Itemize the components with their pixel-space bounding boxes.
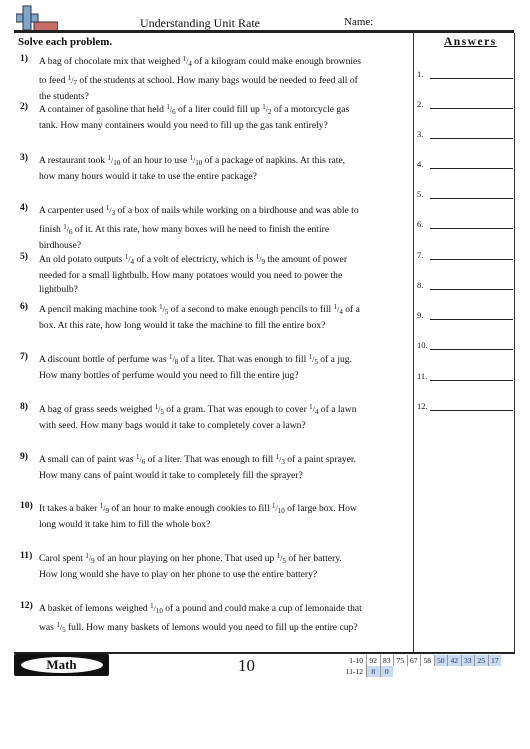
answer-line-8[interactable] [417, 278, 513, 292]
question-text-segment: A bag of grass seeds weighed [39, 404, 155, 415]
fraction-denominator: 10 [195, 159, 203, 167]
fraction-denominator: 4 [130, 258, 135, 266]
question-number: 11) [20, 550, 33, 561]
answer-line-9[interactable] [417, 308, 513, 322]
question-text-segment: of the students at school. How many bags would be needed to feed all of the students? [39, 75, 358, 103]
fraction: $^1/_9$ [255, 253, 265, 266]
question-number: 8) [20, 401, 28, 412]
answer-blank[interactable] [430, 380, 513, 381]
instructions: Solve each problem. [18, 36, 113, 48]
fraction-denominator: 10 [155, 607, 163, 615]
answer-number: 2. [417, 99, 424, 109]
question-text [39, 499, 362, 532]
score-row-label: 1-10 [349, 656, 363, 665]
answer-line-7[interactable] [417, 248, 513, 262]
fraction: $^1/_{10}$ [272, 502, 285, 515]
answer-line-6[interactable] [417, 217, 513, 231]
fraction: $^1/_3$ [275, 453, 285, 466]
fraction-denominator: 10 [277, 507, 285, 515]
score-cell: 58 [420, 655, 434, 666]
fraction-numerator: 1 [255, 253, 260, 261]
fraction: $^1/_8$ [169, 353, 179, 366]
question-text-segment: of a gram. That was enough to cover [163, 404, 310, 415]
fraction-numerator: 1 [150, 602, 154, 610]
answer-line-10[interactable] [417, 338, 513, 352]
question-text-segment: of a lawn with seed. How many bags would it take to completely cover a lawn? [39, 404, 357, 432]
fraction-denominator: 6 [172, 108, 176, 116]
fraction-denominator: 4 [314, 408, 319, 416]
problem-count: 10 [238, 656, 255, 675]
answer-number: 1. [417, 69, 424, 79]
score-cell: 42 [447, 655, 461, 666]
score-cell: 83 [380, 655, 394, 666]
question-text-segment: of a box. At this rate, how long would it take the machine to fill the entire box? [39, 304, 360, 332]
fraction: $^1/_{10}$ [189, 154, 203, 167]
answer-blank[interactable] [430, 349, 513, 350]
question-text-segment: of a motorcycle gas tank. How many containers would you need to fill up the gas tank entirely? [39, 104, 350, 132]
answer-number: 3. [417, 129, 424, 139]
answer-column-right-edge [514, 33, 515, 654]
fraction: $^1/_{10}$ [150, 602, 163, 615]
question-text-segment: of a liter could fill up [175, 104, 263, 115]
question-number: 10) [20, 500, 33, 511]
question-text-segment: of a volt of electricty, which is [134, 254, 256, 265]
score-cell: 25 [474, 655, 488, 666]
answer-blank[interactable] [430, 319, 513, 320]
question-number: 9) [20, 451, 28, 462]
question-text-segment: A discount bottle of perfume was [39, 354, 170, 365]
fraction: $^1/_5$ [276, 552, 286, 565]
answers-heading: Answers [444, 36, 497, 48]
subject-label: Math [46, 657, 77, 672]
fraction-numerator: 1 [262, 103, 266, 111]
question-text-segment: of a box of nails while working on a birdhouse and was able to finish [39, 205, 359, 236]
answer-blank[interactable] [430, 228, 513, 229]
question-text [39, 151, 362, 184]
fraction-numerator: 1 [56, 621, 60, 630]
fraction: $^1/_6$ [63, 223, 73, 237]
question-text [39, 300, 362, 333]
question-text-segment: of a liter. That was enough to fill [145, 454, 276, 465]
name-label: Name: [344, 16, 374, 28]
question-text-segment: A bag of chocolate mix that weighed [39, 56, 183, 67]
top-divider [14, 30, 514, 33]
answer-column-divider [413, 33, 414, 654]
fraction-numerator: 1 [63, 223, 67, 232]
score-row [342, 655, 501, 666]
question-text-segment: of an hour playing on her phone. That used up [94, 553, 277, 564]
fraction-numerator: 1 [154, 403, 159, 411]
question-text-segment: A carpenter used [39, 205, 106, 216]
question-text-segment: of a pound and could make a cup of lemonaide that was [39, 603, 362, 634]
question-text-segment: of a second to make enough pencils to fill [168, 304, 334, 315]
fraction-denominator: 9 [105, 507, 109, 515]
fraction-denominator: 6 [141, 458, 146, 466]
question-text-segment: of a kilogram could make enough brownies to feed [39, 56, 362, 87]
question-number: 1) [20, 53, 28, 64]
fraction: $^1/_9$ [99, 502, 109, 515]
question-number: 3) [20, 152, 28, 163]
question-text-segment: An old potato outputs [39, 254, 125, 265]
question-text-segment: of a package of napkins. At this rate, how many hours would it take to use the entire package? [39, 155, 346, 183]
fraction-numerator: 1 [189, 154, 193, 162]
question-number: 4) [20, 202, 28, 213]
worksheet-logo [16, 4, 58, 32]
fraction-numerator: 1 [159, 303, 163, 311]
question-text-segment: A container of gasoline that held [39, 104, 167, 115]
fraction: $^1/_5$ [56, 621, 66, 635]
fraction: $^1/_4$ [309, 403, 319, 416]
fraction-numerator: 1 [105, 204, 110, 212]
question-text-segment: of it. At this rate, how many boxes will he need to finish the entire birdhouse? [39, 224, 330, 252]
question-text-segment: of a liter. That was enough to fill [178, 354, 309, 365]
fraction-numerator: 1 [67, 74, 72, 83]
fraction: $^1/_6$ [135, 453, 146, 466]
answer-number: 6. [417, 219, 424, 229]
subject-badge [14, 654, 109, 676]
answer-number: 4. [417, 159, 424, 169]
fraction: $^1/_9$ [85, 552, 95, 565]
answer-line-1[interactable] [417, 67, 513, 81]
question-text [39, 52, 362, 105]
answer-line-11[interactable] [417, 369, 513, 383]
question-text-segment: the amount of power needed for a small lightbulb. How many potatoes would you need to power the lightbulb? [39, 254, 348, 296]
answer-number: 7. [417, 250, 424, 260]
fraction-numerator: 1 [169, 353, 173, 361]
fraction-numerator: 1 [308, 353, 313, 361]
fraction-numerator: 1 [85, 552, 89, 560]
fraction-denominator: 4 [339, 308, 343, 316]
question-number: 2) [20, 101, 28, 112]
score-cell: 8 [366, 666, 380, 677]
fraction-denominator: 4 [188, 60, 192, 68]
fraction-numerator: 1 [135, 453, 140, 461]
fraction-denominator: 5 [164, 308, 169, 316]
fraction-numerator: 1 [333, 303, 338, 311]
question-text-segment: of a paint sprayer. How many cans of paint would it take to completely fill the sprayer? [39, 454, 356, 482]
question-text-segment: Carol spent [39, 553, 86, 564]
fraction-numerator: 1 [275, 453, 280, 461]
question-text-segment: It takes a baker [39, 503, 100, 514]
fraction-denominator: 8 [174, 358, 179, 366]
answer-number: 12. [417, 401, 428, 411]
question-text-segment: of her battery. How long would she have to play on her phone to use the entire battery? [39, 553, 342, 581]
fraction-denominator: 10 [113, 159, 121, 167]
fraction: $^1/_5$ [154, 403, 164, 416]
question-text [39, 400, 362, 433]
question-text [39, 201, 362, 254]
answer-number: 8. [417, 280, 424, 290]
question-text [39, 549, 362, 582]
score-table [342, 655, 501, 677]
fraction-numerator: 1 [107, 154, 111, 162]
fraction: $^1/_4$ [333, 303, 343, 316]
fraction-denominator: 5 [314, 358, 318, 366]
question-text [39, 350, 362, 383]
fraction-numerator: 1 [309, 403, 313, 411]
answer-line-4[interactable] [417, 157, 513, 171]
score-row [342, 666, 501, 677]
question-text [39, 599, 362, 637]
score-cell: 92 [366, 655, 380, 666]
fraction-denominator: 7 [73, 79, 78, 88]
answer-number: 11. [417, 371, 428, 381]
question-text-segment: of large box. How long would it take him to fill the whole box? [39, 503, 357, 531]
question-number: 5) [20, 251, 28, 262]
question-number: 7) [20, 351, 28, 362]
fraction-denominator: 3 [281, 458, 285, 466]
fraction: $^1/_6$ [166, 103, 176, 116]
fraction-denominator: 5 [282, 557, 286, 565]
answer-line-3[interactable] [417, 127, 513, 141]
question-text [39, 450, 362, 483]
fraction: $^1/_4$ [182, 55, 192, 68]
answer-blank[interactable] [430, 78, 513, 79]
question-text [39, 250, 362, 298]
answer-line-5[interactable] [417, 187, 513, 201]
fraction-numerator: 1 [276, 552, 281, 560]
question-text-segment: A restaurant took [39, 155, 108, 166]
worksheet-title: Understanding Unit Rate [140, 16, 260, 30]
score-row-label: 11-12 [345, 667, 363, 676]
answer-blank[interactable] [430, 198, 513, 199]
question-text [39, 100, 362, 133]
fraction-numerator: 1 [124, 253, 129, 261]
fraction-denominator: 3 [111, 209, 116, 217]
score-cell: 67 [407, 655, 421, 666]
answer-blank[interactable] [430, 259, 513, 260]
question-text-segment: of an hour to use [120, 155, 190, 166]
question-text-segment: A small can of paint was [39, 454, 136, 465]
answer-number: 5. [417, 189, 424, 199]
fraction: $^1/_5$ [308, 353, 318, 366]
answer-blank[interactable] [430, 108, 513, 109]
fraction-numerator: 1 [272, 502, 276, 510]
fraction-numerator: 1 [182, 55, 187, 63]
question-text-segment: A basket of lemons weighed [39, 603, 151, 614]
question-number: 12) [20, 600, 33, 611]
fraction-denominator: 9 [261, 258, 265, 266]
question-text-segment: full. How many baskets of lemons would you need to fill up the entire cup? [65, 622, 358, 634]
fraction: $^1/_2$ [262, 103, 272, 116]
fraction-denominator: 5 [62, 626, 66, 635]
score-cell: 50 [434, 655, 448, 666]
fraction: $^1/_{10}$ [107, 154, 121, 167]
fraction-numerator: 1 [166, 103, 170, 111]
fraction: $^1/_4$ [124, 253, 135, 266]
answer-line-12[interactable] [417, 399, 513, 413]
fraction-denominator: 5 [160, 408, 164, 416]
question-text-segment: A pencil making machine took [39, 304, 160, 315]
answer-number: 9. [417, 310, 424, 320]
fraction: $^1/_3$ [105, 204, 116, 217]
fraction-denominator: 6 [69, 228, 73, 237]
answer-blank[interactable] [430, 289, 513, 290]
fraction-denominator: 9 [91, 557, 95, 565]
question-text-segment: of a jug. How many bottles of perfume would you need to fill the entire jug? [39, 354, 352, 382]
score-cell: 75 [393, 655, 407, 666]
answer-line-2[interactable] [417, 97, 513, 111]
fraction-numerator: 1 [99, 502, 104, 510]
score-cell: 17 [488, 655, 502, 666]
fraction-denominator: 2 [267, 108, 272, 116]
question-text-segment: of an hour to make enough cookies to fill [108, 503, 273, 514]
question-number: 6) [20, 301, 28, 312]
score-cell: 33 [461, 655, 475, 666]
score-cell: 0 [380, 666, 394, 677]
answer-blank[interactable] [430, 168, 513, 169]
answer-blank[interactable] [430, 410, 513, 411]
answer-blank[interactable] [430, 138, 513, 139]
fraction: $^1/_5$ [159, 303, 169, 316]
fraction: $^1/_7$ [67, 74, 78, 88]
answer-number: 10. [417, 340, 428, 350]
